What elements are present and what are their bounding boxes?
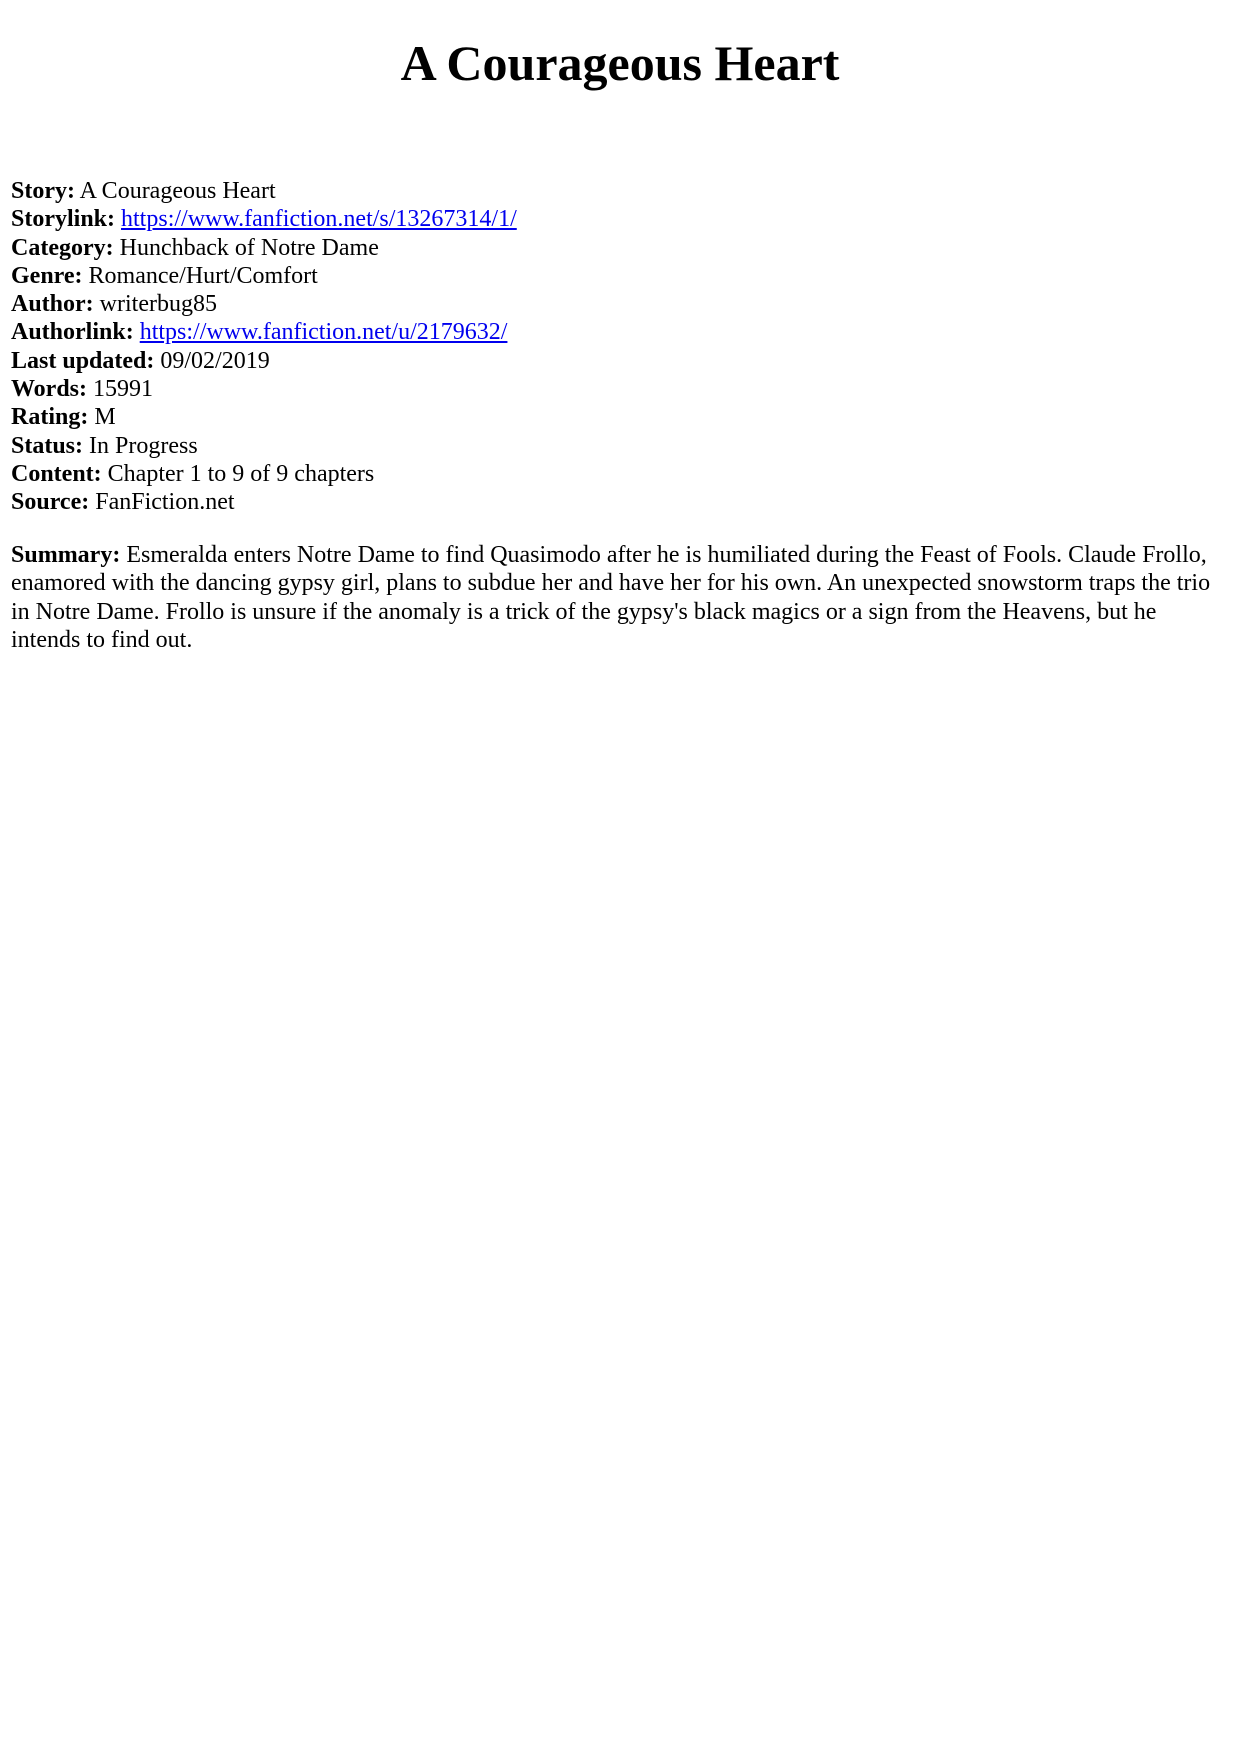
meta-label: Story: (11, 178, 75, 204)
meta-value: 15991 (93, 376, 154, 403)
page-title: A Courageous Heart (400, 35, 840, 91)
meta-content (11, 460, 1226, 488)
meta-genre (11, 262, 1226, 290)
summary-text: Esmeralda enters Notre Dame to find Quasimodo after he is humiliated during the Feast of Fools. Claude Frollo, enamored with the dancing gypsy girl, plans to subdue her and have her for his own. An unexpected snowstorm traps the trio in Notre Dame. Frollo is unsure if the anomaly is a trick of the gypsy's black magics or a sign from the Heavens, but he intends to find out. (11, 542, 1211, 653)
meta-label: Words: (11, 376, 88, 403)
meta-label: Category: (11, 234, 114, 261)
meta-value: A Courageous Heart (79, 178, 276, 204)
meta-last-updated (11, 347, 1226, 375)
meta-label: Source: (11, 489, 90, 516)
meta-value: M (94, 404, 116, 431)
meta-authorlink (11, 318, 1226, 346)
meta-author (11, 290, 1226, 318)
meta-label: Last updated: (11, 347, 155, 374)
meta-label: Genre: (11, 262, 83, 289)
storylink-link[interactable]: https://www.fanfiction.net/s/13267314/1/ (121, 206, 517, 233)
meta-value: Chapter 1 to 9 of 9 chapters (107, 460, 375, 487)
story-summary (11, 541, 1226, 654)
meta-label: Storylink: (11, 206, 116, 233)
meta-words (11, 375, 1226, 403)
meta-value: 09/02/2019 (160, 347, 270, 374)
meta-category (11, 234, 1226, 262)
summary-label: Summary: (11, 542, 121, 568)
meta-label: Authorlink: (11, 319, 134, 346)
meta-label: Status: (11, 432, 84, 459)
meta-label: Rating: (11, 404, 89, 431)
meta-value: Romance/Hurt/Comfort (88, 262, 318, 289)
meta-rating (11, 403, 1226, 431)
meta-source (11, 488, 1226, 516)
story-metadata (11, 177, 1226, 517)
meta-label: Content: (11, 460, 102, 487)
meta-story (11, 177, 1226, 205)
authorlink-link[interactable]: https://www.fanfiction.net/u/2179632/ (139, 319, 508, 346)
meta-label: Author: (11, 291, 94, 318)
meta-value: Hunchback of Notre Dame (119, 234, 379, 261)
meta-storylink (11, 205, 1226, 233)
meta-value: FanFiction.net (95, 489, 235, 516)
meta-value: In Progress (89, 432, 198, 459)
meta-status (11, 432, 1226, 460)
meta-value: writerbug85 (99, 291, 217, 318)
